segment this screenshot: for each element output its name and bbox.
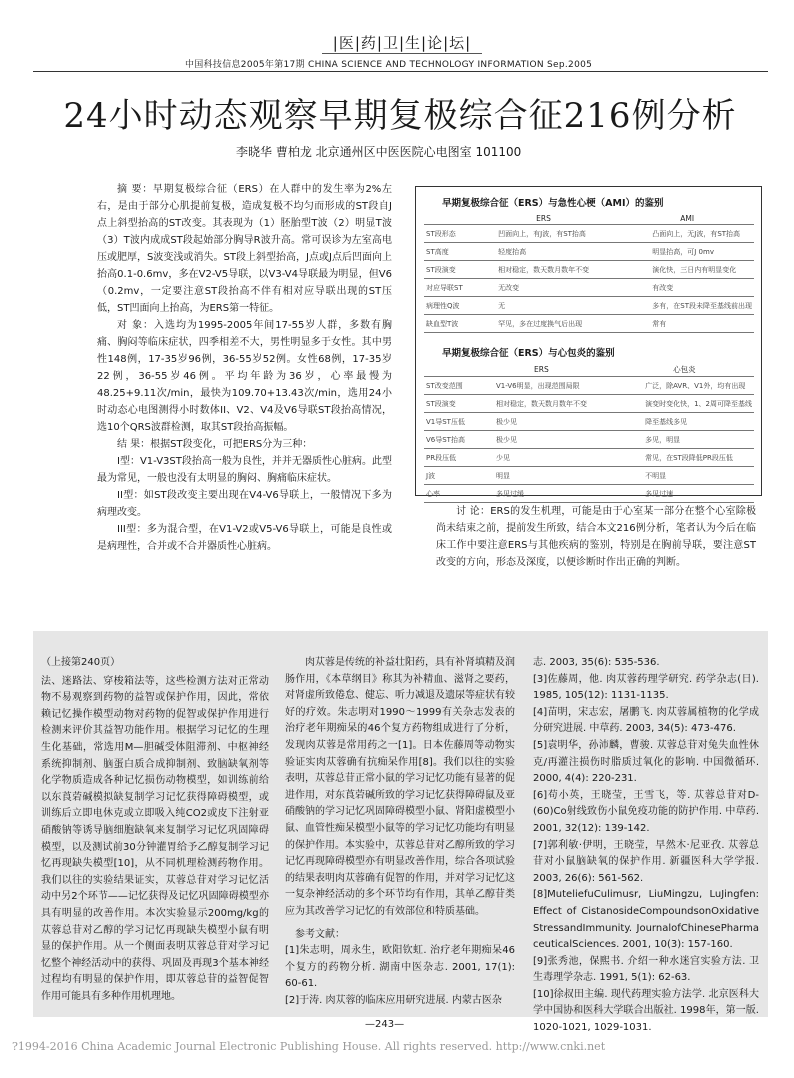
continued-col2-text: 肉苁蓉是传统的补益壮阳药，具有补肾填精及润肠作用，《本草纲目》称其为补精血、滋肾之要药，对肾虚所致倦怠、健忘、听力减退及遗尿等症状有较好的疗效。朱志明对1990～1999有关杂志发表的治疗老年期痴呆的46个复方药物组成进行了分析，发现肉苁蓉是常用药之一[1]。日本佐藤周等动物实验证实肉苁蓉确有抗痴呆作用[8]。我们以往的实验表明，苁蓉总苷正常小鼠的学习记忆功能有显著的促进作用，对东莨菪碱所致的学习记忆获得障碍鼠及亚硝酸钠的学习记忆巩固障碍模型小鼠、肾阳虚模型小鼠、血管性痴呆模型小鼠等的学习记忆功能均有明显的保护作用。本实验中，苁蓉总苷对乙醇所致的学习记忆再现障碍模型亦有明显改善作用，综合各项试验的结果表明肉苁蓉确有促智的作用，并对学习记忆这一复杂神经活动的多个环节均有作用，其单乙醇苷类应为其改善学习记忆的有效部位和特质基础。 [285, 657, 515, 917]
article-title: 24小时动态观察早期复极综合征216例分析 [63, 96, 737, 136]
table-cell: ST段演变 [424, 395, 494, 413]
table-cell: 多见，明显 [643, 431, 754, 449]
table-cell: V1-V6明显，出现范围局限 [494, 377, 643, 395]
type2-paragraph: II型：如ST段改变主要出现在V4-V6导联上，一般情况下多为病理改变。 [97, 490, 392, 518]
section-header: |医|药|卫|生|论|坛| [332, 34, 472, 52]
table-cell: 病理性Q波 [424, 297, 496, 315]
table1-header-row [424, 213, 754, 225]
table-cell: 有改变 [650, 279, 754, 297]
references-heading: 参考文献： [295, 928, 345, 940]
table1 [424, 213, 754, 333]
table-cell: 极少见 [494, 431, 643, 449]
table-cell: ST段形态 [424, 225, 496, 243]
continued-col1-text: 法、迷路法、穿梭箱法等，这些检测方法对正常动物不易观察到药物的益智或保护作用，因此，常依赖记忆操作模型动物对药物的促智或保护作用进行检测来评价其益智功能作用。根据学习记忆的生理生化基础，常选用M—胆碱受体阻滞剂、中枢神经系统抑制剂、脑蛋白质合成抑制剂、致脑缺氧剂等化学物质造成各种记忆损伤动物模型，如训练前给以东莨菪碱模拟缺复制学习记忆获得障碍模型，或训练后立即电休克或立即吸入纯CO2或皮下注射亚硝酸钠等诱导脑细胞缺氧来复制学习记忆巩固障碍模型，以及测试前30分钟灌胃给予乙醇复制学习记忆再现缺失模型[10]，从不同机理检测药物作用。我们以往的实验结果证实，苁蓉总苷对学习记忆活动中另2个环节——记忆获得及记忆巩固障碍模型亦具有明显的改善作用。本次实验显示200mg/kg的苁蓉总苷对乙醇的学习记忆再现缺失模型小鼠有明显的保护作用。从一个侧面表明苁蓉总苷对学习记忆整个神经活动中的获得、巩固及再现3个基本神经过程均有明显的保护作用，即苁蓉总苷的益智促智作用可能具有多种作用机理地。 [41, 675, 269, 1002]
table-row [424, 377, 754, 395]
table-cell: 多见过速 [643, 485, 754, 503]
table-row [424, 485, 754, 503]
object-paragraph: 对 象：入选均为1995-2005年间17-55岁人群，多数有胸痛、胸闷等临床症状，四季相差不大，男性明显多于女性。其中男性148例，17-35岁96例，36-55岁52例。女性68例，17-35岁22例，36-55岁46例。平均年龄为36岁，心率最慢为48.25+9.11次/min，最快为109.70+13.43次/min，选用24小时动态心电图测得小时数体II、V2、V4及V6导联ST段抬高情况，选10个QRS波群检测，取其ST段抬高振幅。 [97, 320, 392, 433]
table-cell: 明显 [494, 467, 643, 485]
table-cell: 相对稳定，数天数月数年不变 [496, 261, 650, 279]
page-number: —243— [365, 1019, 405, 1030]
table-cell: 心率 [424, 485, 494, 503]
table2-header-cell: ERS [494, 363, 643, 377]
table-cell: 广泛，除AVR、V1外，均有出现 [643, 377, 754, 395]
reference-item: [3]佐藤周，他. 肉苁蓉药理学研究. 药学杂志(日). 1985, 105(12): 1131-1135. [533, 673, 759, 702]
table-row [424, 261, 754, 279]
table-cell: ST段演变 [424, 261, 496, 279]
journal-line: 中国科技信息2005年第17期 CHINA SCIENCE AND TECHNOLOGY INFORMATION Sep.2005 [185, 60, 593, 70]
type1-paragraph: I型：V1-V3ST段抬高一般为良性，并并无器质性心脏病。此型最为常见，一般也没有太明显的胸闷、胸痛临床症状。 [97, 456, 392, 484]
table2 [424, 363, 754, 503]
reference-item: [5]袁明华，孙沛麟，曹骏. 苁蓉总苷对兔失血性休克/再灌注损伤时脂质过氧化的影响. 中国微循环. 2000, 4(4): 220-231. [533, 739, 759, 785]
table-row [424, 395, 754, 413]
table-cell: 相对稳定，数天数月数年不变 [494, 395, 643, 413]
continued-col1 [41, 655, 269, 1005]
table-cell: 缺血型T波 [424, 315, 496, 333]
reference-item: [7]郭利敏·伊明，王晓莹，早然木·尼亚孜. 苁蓉总苷对小鼠脑缺氧的保护作用. 新疆医科大学学报. 2003, 26(6): 561-562. [533, 839, 759, 884]
table2-header-cell: 心包炎 [643, 363, 754, 377]
reference-item: [8]MuteliefuCulimusr, LiuMingzu, LuJingfen: Effect of CistanosideCompoundsonOxidativeStressandImmunity. JournalofChinesePharmaceuticalSciences. 2001, 10(3): 157-160. [533, 889, 759, 951]
table-row [424, 431, 754, 449]
table-row [424, 225, 754, 243]
table-cell: 演化快，三日内有明显变化 [650, 261, 754, 279]
abstract-paragraph: 摘 要：早期复极综合征（ERS）在人群中的发生率为2%左右，是由于部分心肌提前复极，造成复极不均匀而形成的ST段自J点上斜型抬高的ST改变。其表现为（1）胚胎型T波（2）明显T波（3）T波内成成ST段起始部分胸导R波升高。常可误诊为左室高电压或肥厚，S波变浅或消失。ST段上斜型抬高，J点或J点后凹面向上抬高0.1-0.6mv，多在V2-V5导联，以V3-V4导联最为明显，但V6（0.2mv，一定要注意ST段抬高不伴有相对应导联出现的ST压低，ST凹面向上抬高，为ERS第一特征。 [97, 184, 392, 314]
table1-header-cell: ERS [496, 213, 650, 225]
table1-title: 早期复极综合征（ERS）与急性心梗（AMI）的鉴别 [442, 198, 664, 209]
table-cell: 明显抬高，可J 0mv [650, 243, 754, 261]
copyright-footer: ?1994-2016 China Academic Journal Electronic Publishing House. All rights reserved. http://www.cnki.net [12, 1040, 606, 1053]
reference-item: [2]于涛. 肉苁蓉的临床应用研究进展. 内蒙古医杂 [285, 994, 502, 1006]
article-authors: 李晓华 曹柏龙 北京通州区中医医院心电图室 101100 [236, 145, 522, 159]
table-cell: V6导ST抬高 [424, 431, 494, 449]
table-row [424, 413, 754, 431]
table-cell: J波 [424, 467, 494, 485]
continued-col3 [533, 655, 759, 1037]
table-cell: 常有 [650, 315, 754, 333]
table2-header-row [424, 363, 754, 377]
table-cell: ST高度 [424, 243, 496, 261]
table-cell: 罕见，多在过度换气后出现 [496, 315, 650, 333]
reference-item: [6]苟小英，王晓莹，王雪飞，等. 苁蓉总苷对D-(60)Co射线致伤小鼠免疫功能的防护作用. 中草药. 2001, 32(12): 139-142. [533, 789, 759, 834]
table-cell: 凹面向上，有J波，有ST抬高 [496, 225, 650, 243]
table-row [424, 279, 754, 297]
table1-header-cell [424, 213, 496, 225]
table-cell: V1导ST压低 [424, 413, 494, 431]
table-cell: 极少见 [494, 413, 643, 431]
table-row [424, 449, 754, 467]
table2-title: 早期复极综合征（ERS）与心包炎的鉴别 [442, 348, 615, 359]
table-cell: 多见过缓 [494, 485, 643, 503]
result-paragraph: 结 果：根据ST段变化，可把ERS分为三种： [117, 439, 313, 450]
journal-rule [33, 71, 768, 72]
discussion-paragraph: 讨 论：ERS的发生机理，可能是由于心室某一部分在整个心室除极尚未结束之前，提前发生所致，结合本文216例分析，笔者认为今后在临床工作中要注意ERS与其他疾病的鉴别，特别是在胸前导联，要注意ST改变的方向，形态及深度，以便诊断时作出正确的判断。 [436, 506, 756, 568]
continued-from-label: （上接第240页） [41, 657, 121, 668]
table-cell: 轻度抬高 [496, 243, 650, 261]
table1-header-cell: AMI [650, 213, 754, 225]
header-rule [322, 53, 482, 54]
reference-item: [9]张秀池，保熙书. 介绍一种水迷宫实验方法. 卫生毒理学杂志. 1991, 5(1): 62-63. [533, 955, 759, 984]
table-row [424, 297, 754, 315]
table-cell: 凸面向上，无J波，有ST抬高 [650, 225, 754, 243]
type3-paragraph: III型：多为混合型，在V1-V2或V5-V6导联上，可能是良性或是病理性，合并或不合并器质性心脏病。 [97, 524, 392, 552]
table-cell: 常见，在ST段降低PR段压低 [643, 449, 754, 467]
reference-item: [10]徐叔田主编. 现代药理实验方法学. 北京医科大学中国协和医科大学联合出版社. 1998年，第一版. 1020-1021, 1029-1031. [533, 988, 759, 1034]
table-row [424, 315, 754, 333]
tables-box [415, 186, 762, 496]
table-cell: PR段压低 [424, 449, 494, 467]
table-cell: 降至基线多见 [643, 413, 754, 431]
reference-item: [1]朱志明，周永生，欧阳钦虹. 治疗老年期痴呆46个复方的药物分析. 湖南中医杂志. 2001, 17(1): 60-61. [285, 945, 515, 990]
discussion-column [436, 503, 756, 571]
table-cell: 少见 [494, 449, 643, 467]
table-cell: ST改变范围 [424, 377, 494, 395]
continued-col2 [285, 655, 515, 1009]
reference-item: [4]苗明，宋志宏，屠鹏飞. 肉苁蓉属植物的化学成分研究进展. 中草药. 2003, 34(5): 473-476. [533, 706, 759, 735]
table-cell: 多有，在ST段未降至基线前出现 [650, 297, 754, 315]
table-row [424, 467, 754, 485]
article-left-column [97, 181, 392, 555]
table-cell: 不明显 [643, 467, 754, 485]
table-cell: 无 [496, 297, 650, 315]
table-cell: 对应导联ST [424, 279, 496, 297]
table2-header-cell [424, 363, 494, 377]
reference-item: 志. 2003, 35(6): 535-536. [533, 657, 660, 668]
table-cell: 演变时变化快，1、2周可降至基线 [643, 395, 754, 413]
table-cell: 无改变 [496, 279, 650, 297]
table-row [424, 243, 754, 261]
